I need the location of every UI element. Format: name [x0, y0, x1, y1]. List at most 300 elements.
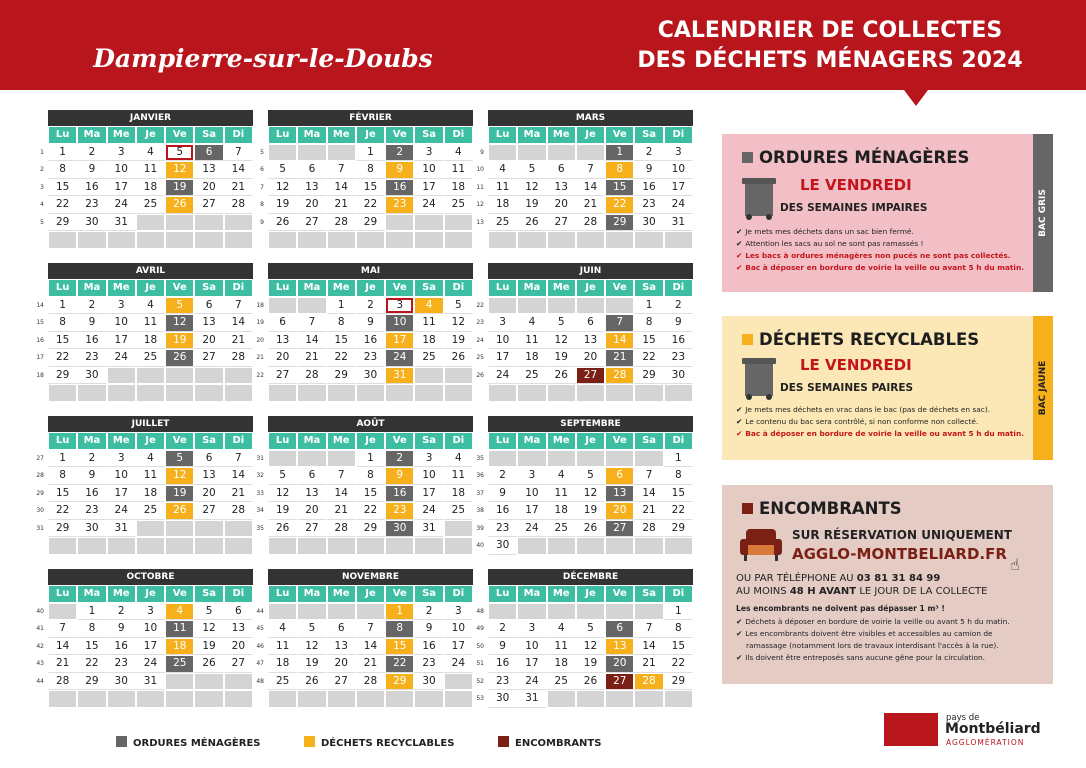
empty-day-cell [664, 690, 693, 708]
weekday-label: Je [576, 432, 605, 450]
empty-day-cell [48, 231, 77, 249]
empty-day-cell [136, 367, 165, 385]
empty-day-cell [517, 144, 546, 162]
day-cell: 16 [356, 332, 385, 350]
day-cell: 28 [634, 673, 663, 691]
encombrants-rules [736, 616, 1010, 664]
day-cell: 11 [444, 161, 473, 179]
day-cell: 1 [634, 297, 663, 315]
day-cell: 21 [224, 332, 253, 350]
day-cell: 10 [664, 161, 693, 179]
week-row [48, 179, 253, 197]
legend-recyclables: DÉCHETS RECYCLABLES [304, 736, 454, 749]
empty-day-cell [576, 690, 605, 708]
week-number: 31 [36, 524, 44, 532]
empty-day-cell [297, 603, 326, 621]
day-cell: 21 [634, 502, 663, 520]
day-cell: 1 [385, 603, 414, 621]
empty-day-cell [634, 450, 663, 468]
day-cell: 24 [136, 655, 165, 673]
day-cell: 21 [327, 196, 356, 214]
day-cell: 17 [136, 638, 165, 656]
week-row [48, 502, 253, 520]
empty-day-cell [165, 690, 194, 708]
day-cell: 1 [77, 603, 106, 621]
day-cell: 20 [194, 485, 223, 503]
day-cell: 17 [107, 332, 136, 350]
week-number: 46 [256, 642, 264, 650]
day-cell: 12 [165, 467, 194, 485]
day-cell: 26 [165, 196, 194, 214]
day-cell: 26 [297, 673, 326, 691]
collection-day: LE VENDREDI [800, 176, 912, 194]
week-number: 49 [476, 625, 484, 632]
day-cell: 17 [414, 179, 443, 197]
weekday-header-row [268, 585, 473, 603]
day-cell: 3 [385, 297, 414, 315]
week-row [48, 231, 253, 249]
week-number: 33 [256, 489, 264, 497]
day-cell: 9 [488, 638, 517, 656]
day-cell: 16 [488, 502, 517, 520]
day-cell: 10 [107, 161, 136, 179]
day-cell: 10 [517, 485, 546, 503]
weekday-label: Ve [385, 432, 414, 450]
week-number: 22 [256, 371, 264, 379]
month-block [48, 110, 253, 249]
day-cell: 8 [634, 314, 663, 332]
day-cell: 22 [385, 655, 414, 673]
day-cell: 10 [444, 620, 473, 638]
week-number: 3 [40, 183, 44, 191]
weekday-label: Me [327, 432, 356, 450]
day-cell: 21 [634, 655, 663, 673]
bac-jaune-bar [1033, 316, 1053, 460]
day-cell: 19 [576, 655, 605, 673]
day-cell: 1 [356, 144, 385, 162]
day-cell: 16 [107, 638, 136, 656]
week-row [48, 603, 253, 621]
day-cell: 16 [77, 485, 106, 503]
empty-day-cell [224, 231, 253, 249]
day-cell: 3 [107, 450, 136, 468]
weekday-label: Me [547, 432, 576, 450]
empty-day-cell [327, 384, 356, 402]
week-number: 40 [476, 542, 484, 549]
weekday-label: Ma [517, 432, 546, 450]
week-row [268, 349, 473, 367]
empty-day-cell [414, 537, 443, 555]
phone-number[interactable]: 03 81 31 84 99 [856, 573, 941, 584]
week-row [48, 638, 253, 656]
month-block [488, 416, 693, 555]
day-cell: 15 [664, 485, 693, 503]
empty-day-cell [77, 231, 106, 249]
day-cell: 6 [268, 314, 297, 332]
empty-day-cell [605, 450, 634, 468]
empty-day-cell [268, 690, 297, 708]
week-row [268, 690, 473, 708]
empty-day-cell [634, 537, 663, 555]
weekday-label: Je [576, 585, 605, 603]
day-cell: 5 [165, 450, 194, 468]
day-cell: 30 [77, 214, 106, 232]
day-cell: 8 [356, 161, 385, 179]
day-cell: 23 [107, 655, 136, 673]
weekday-label: Lu [48, 279, 77, 297]
logo-line-3: AGGLOMÉRATION [946, 738, 1025, 747]
day-cell: 11 [488, 179, 517, 197]
week-row [48, 297, 253, 315]
day-cell: 15 [327, 332, 356, 350]
week-number: 36 [476, 472, 484, 479]
day-cell: 27 [327, 673, 356, 691]
weekday-label: Lu [48, 126, 77, 144]
day-cell: 13 [605, 638, 634, 656]
day-cell: 22 [77, 655, 106, 673]
weekday-label: Sa [194, 126, 223, 144]
weekday-label: Ma [517, 585, 546, 603]
week-number: 13 [476, 218, 484, 226]
day-cell: 8 [77, 620, 106, 638]
day-cell: 9 [385, 161, 414, 179]
week-number: 38 [476, 507, 484, 514]
day-cell: 14 [576, 179, 605, 197]
week-number: 34 [256, 507, 264, 514]
day-cell: 9 [488, 485, 517, 503]
day-cell: 30 [385, 520, 414, 538]
week-number: 1 [40, 148, 44, 156]
week-number: 30 [36, 507, 44, 514]
day-cell: 6 [576, 314, 605, 332]
day-cell: 22 [356, 196, 385, 214]
recyclables-panel [722, 316, 1053, 460]
agglomeration-logo [884, 712, 1054, 748]
day-cell: 9 [414, 620, 443, 638]
day-cell: 3 [136, 603, 165, 621]
week-row [48, 450, 253, 468]
day-cell: 1 [327, 297, 356, 315]
weekday-label: Me [547, 279, 576, 297]
empty-day-cell [356, 690, 385, 708]
day-cell: 20 [224, 638, 253, 656]
day-cell: 24 [385, 349, 414, 367]
grey-square-icon [116, 736, 127, 747]
day-cell: 17 [517, 655, 546, 673]
month-name: DÉCEMBRE [488, 569, 693, 585]
day-cell: 25 [414, 349, 443, 367]
empty-day-cell [297, 384, 326, 402]
month-name: SEPTEMBRE [488, 416, 693, 432]
day-cell: 29 [356, 520, 385, 538]
day-cell: 28 [356, 673, 385, 691]
day-cell: 14 [297, 332, 326, 350]
empty-day-cell [165, 673, 194, 691]
day-cell: 30 [107, 673, 136, 691]
week-row [268, 367, 473, 385]
rule-item: ✔ Bac à déposer en bordure de voirie la veille ou avant 5 h du matin. [736, 429, 1025, 438]
day-cell: 13 [605, 485, 634, 503]
empty-day-cell [297, 450, 326, 468]
day-cell: 12 [268, 179, 297, 197]
day-cell: 19 [576, 502, 605, 520]
empty-day-cell [356, 384, 385, 402]
week-row [488, 196, 693, 214]
weekday-label: Di [224, 432, 253, 450]
empty-day-cell [297, 537, 326, 555]
week-row [488, 349, 693, 367]
empty-day-cell [327, 603, 356, 621]
day-cell: 3 [107, 144, 136, 162]
day-cell: 3 [414, 450, 443, 468]
weekday-label: Ma [297, 432, 326, 450]
day-cell: 23 [77, 349, 106, 367]
weekday-label: Di [664, 585, 693, 603]
empty-day-cell [488, 603, 517, 621]
day-cell: 17 [488, 349, 517, 367]
day-cell: 2 [356, 297, 385, 315]
weekday-label: Sa [414, 126, 443, 144]
weekday-label: Di [224, 585, 253, 603]
day-cell: 7 [224, 144, 253, 162]
week-number: 16 [36, 336, 44, 344]
day-cell: 25 [517, 367, 546, 385]
day-cell: 22 [48, 349, 77, 367]
empty-day-cell [136, 231, 165, 249]
empty-day-cell [48, 690, 77, 708]
day-cell: 16 [634, 179, 663, 197]
empty-day-cell [194, 214, 223, 232]
day-cell: 22 [327, 349, 356, 367]
day-cell: 8 [605, 161, 634, 179]
empty-day-cell [136, 537, 165, 555]
day-cell: 9 [77, 467, 106, 485]
empty-day-cell [194, 690, 223, 708]
month-block [268, 416, 473, 555]
website-link[interactable]: AGGLO-MONTBELIARD.FR [792, 545, 1007, 563]
empty-day-cell [488, 231, 517, 249]
day-cell: 30 [634, 214, 663, 232]
empty-day-cell [605, 537, 634, 555]
empty-day-cell [327, 231, 356, 249]
weekday-header-row [48, 126, 253, 144]
week-row [48, 673, 253, 691]
day-cell: 15 [48, 485, 77, 503]
weekday-label: Ve [605, 279, 634, 297]
pointer-hand-icon: ☝ [1010, 555, 1020, 574]
weekday-header-row [268, 432, 473, 450]
empty-day-cell [136, 214, 165, 232]
day-cell: 2 [414, 603, 443, 621]
week-number: 31 [256, 454, 264, 462]
day-cell: 24 [107, 196, 136, 214]
empty-day-cell [547, 603, 576, 621]
logo-line-2: Montbéliard [945, 721, 1041, 737]
day-cell: 29 [48, 520, 77, 538]
weekday-header-row [268, 279, 473, 297]
empty-day-cell [605, 231, 634, 249]
day-cell: 27 [605, 673, 634, 691]
day-cell: 1 [48, 297, 77, 315]
day-cell: 14 [224, 161, 253, 179]
day-cell: 26 [547, 367, 576, 385]
day-cell: 22 [48, 196, 77, 214]
weekday-label: Ma [297, 279, 326, 297]
empty-day-cell [136, 520, 165, 538]
empty-day-cell [194, 367, 223, 385]
empty-day-cell [268, 537, 297, 555]
brown-square-icon [498, 736, 509, 747]
day-cell: 26 [194, 655, 223, 673]
day-cell: 20 [547, 196, 576, 214]
day-cell: 28 [224, 349, 253, 367]
weekday-label: Ve [385, 126, 414, 144]
weekday-label: Me [547, 585, 576, 603]
month-block [268, 569, 473, 708]
month-block [488, 263, 693, 402]
weekday-label: Di [224, 126, 253, 144]
week-number: 6 [260, 166, 264, 173]
day-cell: 22 [664, 655, 693, 673]
empty-day-cell [517, 297, 546, 315]
week-row [268, 502, 473, 520]
day-cell: 21 [297, 349, 326, 367]
day-cell: 9 [356, 314, 385, 332]
day-cell: 28 [327, 214, 356, 232]
empty-day-cell [385, 690, 414, 708]
empty-day-cell [268, 144, 297, 162]
day-cell: 5 [297, 620, 326, 638]
empty-day-cell [107, 231, 136, 249]
empty-day-cell [576, 384, 605, 402]
day-cell: 20 [297, 196, 326, 214]
day-cell: 27 [194, 349, 223, 367]
month-block [488, 110, 693, 249]
collection-weeks: DES SEMAINES PAIRES [780, 382, 914, 394]
empty-day-cell [664, 537, 693, 555]
empty-day-cell [77, 690, 106, 708]
rule-item: ✔ Ils doivent être entreposés sans aucune gêne pour la circulation. [736, 653, 986, 662]
legend-encombrants: ENCOMBRANTS [498, 736, 601, 749]
panel-title-text: ENCOMBRANTS [759, 499, 902, 518]
day-cell: 11 [136, 314, 165, 332]
month-name: MAI [268, 263, 473, 279]
day-cell: 28 [224, 502, 253, 520]
week-number: 7 [260, 183, 264, 191]
day-cell: 8 [48, 314, 77, 332]
empty-day-cell [576, 603, 605, 621]
day-cell: 19 [194, 638, 223, 656]
weekday-label: Ma [517, 279, 546, 297]
week-row [488, 450, 693, 468]
day-cell: 16 [77, 179, 106, 197]
week-row [488, 655, 693, 673]
day-cell: 7 [297, 314, 326, 332]
weekday-label: Sa [414, 585, 443, 603]
rule-item: ✔ Bac à déposer en bordure de voirie la veille ou avant 5 h du matin. [736, 263, 1025, 272]
day-cell: 2 [77, 144, 106, 162]
title-line-2: DES DÉCHETS MÉNAGERS 2024 [637, 48, 1023, 73]
day-cell: 23 [385, 196, 414, 214]
weekday-label: Ve [605, 585, 634, 603]
day-cell: 3 [517, 467, 546, 485]
day-cell: 26 [444, 349, 473, 367]
panel-title-text: ORDURES MÉNAGÈRES [759, 148, 970, 167]
week-row [488, 161, 693, 179]
day-cell: 22 [664, 502, 693, 520]
weekday-label: Sa [194, 585, 223, 603]
day-cell: 20 [327, 655, 356, 673]
week-row [268, 603, 473, 621]
day-cell: 16 [385, 485, 414, 503]
rule-item: ✔ Les encombrants doivent être visibles et accessibles au camion de [736, 629, 993, 638]
month-name: AOÛT [268, 416, 473, 432]
phone-line: OU PAR TÉLÉPHONE AU 03 81 31 84 99 [736, 573, 941, 584]
rule-item: ✔ Le contenu du bac sera contrôlé, si non conforme non collecté. [736, 417, 979, 426]
day-cell: 29 [48, 214, 77, 232]
day-cell: 22 [48, 502, 77, 520]
day-cell: 4 [136, 450, 165, 468]
panel-title [742, 330, 979, 349]
month-block [48, 416, 253, 555]
empty-day-cell [385, 384, 414, 402]
day-cell: 10 [414, 467, 443, 485]
day-cell: 18 [136, 332, 165, 350]
day-cell: 14 [327, 485, 356, 503]
week-row [488, 231, 693, 249]
day-cell: 1 [605, 144, 634, 162]
day-cell: 2 [385, 144, 414, 162]
week-number: 14 [36, 301, 44, 309]
day-cell: 4 [136, 297, 165, 315]
week-number: 50 [476, 642, 484, 650]
month-block [268, 110, 473, 249]
day-cell: 24 [107, 349, 136, 367]
week-number: 18 [256, 301, 264, 309]
day-cell: 18 [414, 332, 443, 350]
day-cell: 27 [194, 196, 223, 214]
day-cell: 10 [517, 638, 546, 656]
day-cell: 17 [385, 332, 414, 350]
day-cell: 22 [605, 196, 634, 214]
month-name: AVRIL [48, 263, 253, 279]
ordures-panel [722, 134, 1053, 292]
weekday-label: Lu [488, 585, 517, 603]
empty-day-cell [77, 537, 106, 555]
day-cell: 14 [327, 179, 356, 197]
day-cell: 5 [444, 297, 473, 315]
weekday-label: Sa [634, 432, 663, 450]
week-row [268, 450, 473, 468]
day-cell: 8 [385, 620, 414, 638]
day-cell: 13 [327, 638, 356, 656]
week-row [488, 314, 693, 332]
day-cell: 9 [77, 161, 106, 179]
empty-day-cell [107, 384, 136, 402]
day-cell: 2 [634, 144, 663, 162]
day-cell: 23 [488, 673, 517, 691]
day-cell: 25 [136, 349, 165, 367]
empty-day-cell [194, 537, 223, 555]
month-name: JUIN [488, 263, 693, 279]
day-cell: 14 [224, 467, 253, 485]
day-cell: 17 [107, 179, 136, 197]
day-cell: 1 [48, 450, 77, 468]
day-cell: 15 [48, 179, 77, 197]
logo-line-1: pays de [946, 713, 980, 723]
panel-title-text: DÉCHETS RECYCLABLES [759, 330, 980, 349]
weekday-label: Sa [194, 279, 223, 297]
